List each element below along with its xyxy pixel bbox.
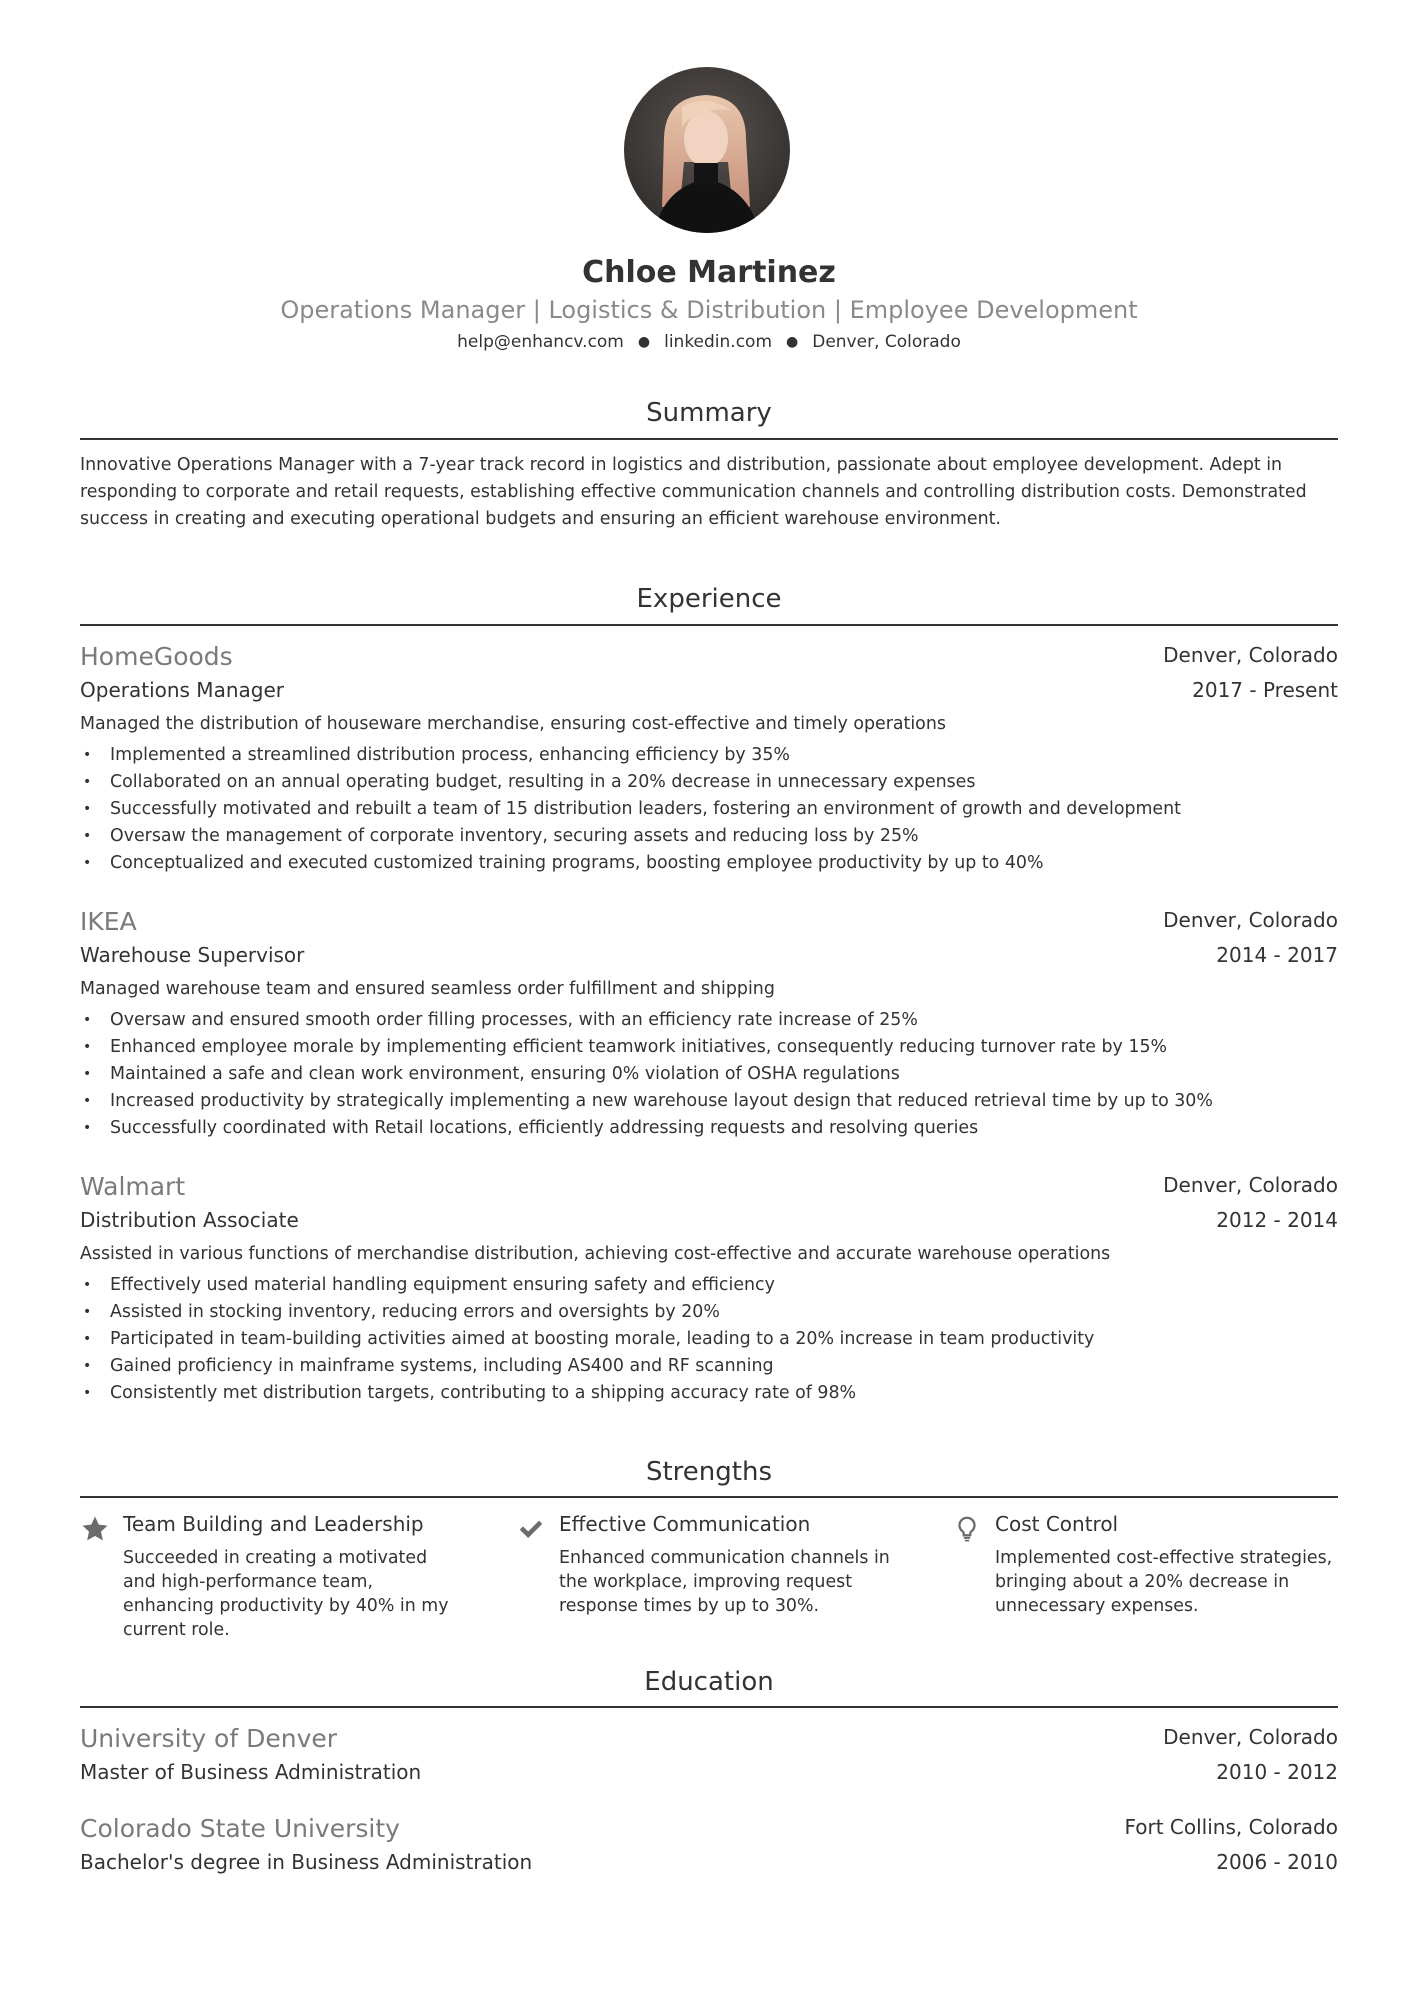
bullet-item: • Participated in team-building activities aimed at boosting morale, leading to a 20% increase in team productivity xyxy=(80,1326,1338,1353)
job-description: Managed warehouse team and ensured seamless order fulfillment and shipping xyxy=(80,979,775,999)
experience-entry xyxy=(80,905,1338,1142)
strength-description: Succeeded in creating a motivated and high-performance team, enhancing productivity by 40% in my current role. xyxy=(123,1548,449,1640)
separator-dot: ● xyxy=(786,334,799,350)
candidate-title: Operations Manager | Logistics & Distribution | Employee Development xyxy=(280,296,1138,324)
bullet-item: • Oversaw and ensured smooth order filling processes, with an efficiency rate increase of 25% xyxy=(80,1007,1338,1034)
bullet-item: • Consistently met distribution targets, contributing to a shipping accuracy rate of 98% xyxy=(80,1380,1338,1407)
contact-line xyxy=(80,332,1338,352)
education-entry xyxy=(80,1812,1338,1878)
job-description: Managed the distribution of houseware merchandise, ensuring cost-effective and timely operations xyxy=(80,714,946,734)
edu-school: University of Denver xyxy=(80,1724,338,1753)
section-title-experience: Experience xyxy=(636,584,782,614)
candidate-name: Chloe Martinez xyxy=(582,255,836,290)
bullet-item: • Successfully motivated and rebuilt a team of 15 distribution leaders, fostering an environment of growth and development xyxy=(80,796,1338,823)
edu-dates: 2010 - 2012 xyxy=(1216,1760,1338,1784)
edu-school: Colorado State University xyxy=(80,1814,400,1843)
edu-location: Denver, Colorado xyxy=(1163,1725,1338,1749)
summary-text: Innovative Operations Manager with a 7-year track record in logistics and distribution, passionate about employee development. Adept in responding to corporate and retail requests, establishing effective communication channels and controlling distribution costs. Demonstrated success in creating and executing operational budgets and ensuring an efficient warehouse environment. xyxy=(80,455,1307,529)
contact-email[interactable]: help@enhancv.com xyxy=(457,332,624,352)
bullet-item: • Conceptualized and executed customized training programs, boosting employee productivity by up to 40% xyxy=(80,850,1338,877)
section-divider xyxy=(80,1706,1338,1708)
job-bullets xyxy=(80,1272,1338,1407)
experience-entry xyxy=(80,1170,1338,1407)
bullet-item: • Increased productivity by strategically implementing a new warehouse layout design that reduced retrieval time by up to 30% xyxy=(80,1088,1338,1115)
strength-title: Cost Control xyxy=(995,1512,1119,1536)
bullet-item: • Implemented a streamlined distribution process, enhancing efficiency by 35% xyxy=(80,742,1338,769)
bullet-item: • Enhanced employee morale by implementing efficient teamwork initiatives, consequently reducing turnover rate by 15% xyxy=(80,1034,1338,1061)
bullet-item: • Successfully coordinated with Retail locations, efficiently addressing requests and resolving queries xyxy=(80,1115,1338,1142)
edu-dates: 2006 - 2010 xyxy=(1216,1850,1338,1874)
experience-entry xyxy=(80,640,1338,877)
job-description: Assisted in various functions of merchandise distribution, achieving cost-effective and accurate warehouse operations xyxy=(80,1244,1111,1264)
separator-dot: ● xyxy=(637,334,651,350)
checkmark-icon xyxy=(516,1514,546,1544)
section-divider xyxy=(80,1496,1338,1498)
job-dates: 2017 - Present xyxy=(1192,678,1338,702)
lightbulb-icon xyxy=(952,1514,982,1544)
bullet-item: • Assisted in stocking inventory, reducing errors and oversights by 20% xyxy=(80,1299,1338,1326)
job-bullets xyxy=(80,742,1338,877)
job-company: Walmart xyxy=(80,1172,186,1201)
job-location: Denver, Colorado xyxy=(1163,1173,1338,1197)
edu-location: Fort Collins, Colorado xyxy=(1124,1815,1338,1839)
education-entry xyxy=(80,1722,1338,1788)
strength-title: Effective Communication xyxy=(559,1512,811,1536)
strength-description: Implemented cost-effective strategies, bringing about a 20% decrease in unnecessary expenses. xyxy=(995,1548,1333,1616)
strength-description: Enhanced communication channels in the workplace, improving request response times by up to 30%. xyxy=(559,1548,890,1616)
bullet-item: • Oversaw the management of corporate inventory, securing assets and reducing loss by 25% xyxy=(80,823,1338,850)
section-divider xyxy=(80,438,1338,440)
bullet-item: • Maintained a safe and clean work environment, ensuring 0% violation of OSHA regulations xyxy=(80,1061,1338,1088)
contact-location: Denver, Colorado xyxy=(812,332,961,352)
job-company: HomeGoods xyxy=(80,642,233,671)
job-dates: 2014 - 2017 xyxy=(1216,943,1338,967)
job-location: Denver, Colorado xyxy=(1163,908,1338,932)
job-role: Operations Manager xyxy=(80,678,284,702)
section-divider xyxy=(80,624,1338,626)
profile-photo xyxy=(624,67,790,233)
job-location: Denver, Colorado xyxy=(1163,643,1338,667)
contact-linkedin[interactable]: linkedin.com xyxy=(664,332,773,352)
strength-title: Team Building and Leadership xyxy=(123,1512,424,1536)
bullet-item: • Gained proficiency in mainframe systems, including AS400 and RF scanning xyxy=(80,1353,1338,1380)
job-dates: 2012 - 2014 xyxy=(1216,1208,1338,1232)
bullet-item: • Effectively used material handling equipment ensuring safety and efficiency xyxy=(80,1272,1338,1299)
edu-degree: Master of Business Administration xyxy=(80,1760,422,1784)
edu-degree: Bachelor's degree in Business Administration xyxy=(80,1850,533,1874)
bullet-item: • Collaborated on an annual operating budget, resulting in a 20% decrease in unnecessary expenses xyxy=(80,769,1338,796)
job-role: Distribution Associate xyxy=(80,1208,299,1232)
section-title-education: Education xyxy=(644,1667,774,1697)
job-role: Warehouse Supervisor xyxy=(80,943,305,967)
job-company: IKEA xyxy=(80,907,137,936)
section-title-summary: Summary xyxy=(646,398,772,428)
job-bullets xyxy=(80,1007,1338,1142)
star-icon xyxy=(80,1514,110,1544)
section-title-strengths: Strengths xyxy=(645,1457,772,1487)
